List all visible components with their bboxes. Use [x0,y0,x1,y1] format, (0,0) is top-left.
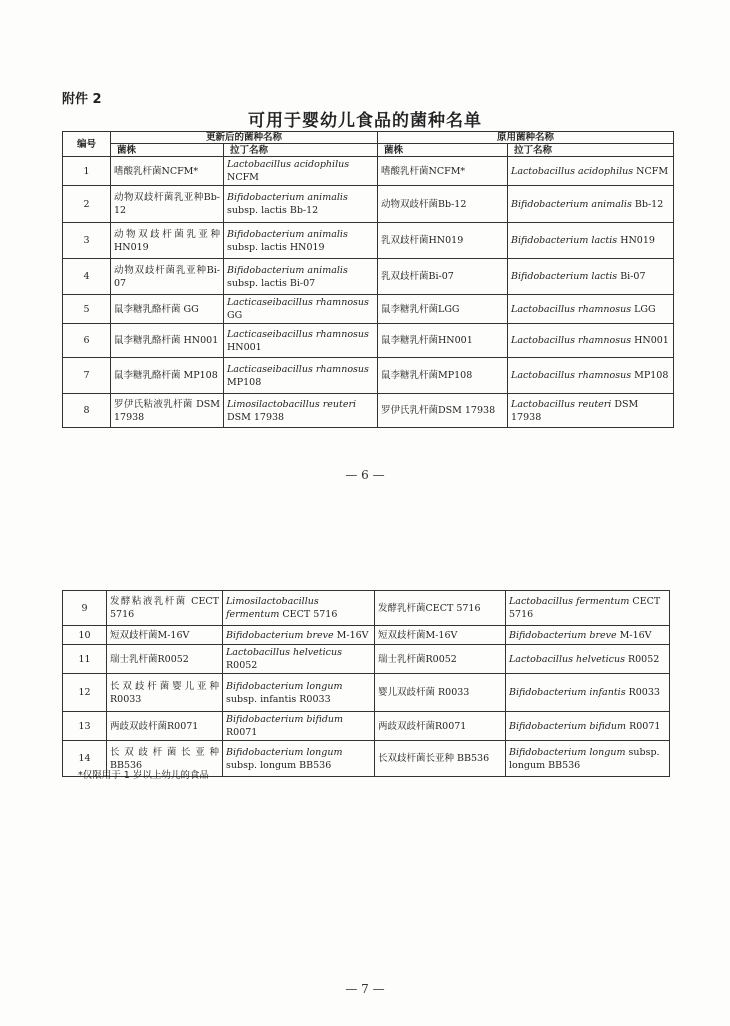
new-strain-name: 鼠李糖乳酪杆菌 HN001 [111,324,224,358]
new-latin-name: Lacticaseibacillus rhamnosus GG [224,295,378,324]
table-row [63,394,674,428]
new-strain-name: 动物双歧杆菌乳亚种HN019 [111,223,224,259]
new-strain-name: 两歧双歧杆菌R0071 [107,712,223,741]
new-latin-name: Lactobacillus acidophilus NCFM [224,157,378,186]
table-row [63,157,674,186]
old-latin-name: Bifidobacterium longum subsp. longum BB536 [506,741,670,777]
new-latin-name: Lactobacillus helveticus R0052 [223,645,375,674]
table-row [63,186,674,223]
old-strain-name: 乳双歧杆菌Bi-07 [378,259,508,295]
header-original-group: 原用菌种名称 [378,132,674,144]
footnote: *仅限用于 1 岁以上幼儿的食品 [78,770,209,781]
page-number-6: — 6 — [345,468,385,482]
row-number: 8 [63,394,111,428]
old-strain-name: 鼠李糖乳杆菌LGG [378,295,508,324]
new-latin-name: Bifidobacterium animalis subsp. lactis HN019 [224,223,378,259]
header-updated-group: 更新后的菌种名称 [111,132,378,144]
page-title: 可用于婴幼儿食品的菌种名单 [248,111,482,131]
new-strain-name: 瑞士乳杆菌R0052 [107,645,223,674]
old-strain-name: 嗜酸乳杆菌NCFM* [378,157,508,186]
old-latin-name: Bifidobacterium lactis HN019 [508,223,674,259]
header-old-strain: 菌株 [378,144,508,157]
new-latin-name: Lacticaseibacillus rhamnosus HN001 [224,324,378,358]
table-row [63,645,670,674]
new-strain-name: 罗伊氏粘液乳杆菌 DSM 17938 [111,394,224,428]
new-latin-name: Limosilactobacillus fermentum CECT 5716 [223,591,375,626]
old-strain-name: 婴儿双歧杆菌 R0033 [375,674,506,712]
header-new-strain: 菌株 [111,144,224,157]
table-row [63,259,674,295]
old-strain-name: 瑞士乳杆菌R0052 [375,645,506,674]
new-latin-name: Bifidobacterium breve M-16V [223,626,375,645]
strain-table-page-7 [62,590,670,777]
header-old-latin: 拉丁名称 [508,144,674,157]
new-strain-name: 嗜酸乳杆菌NCFM* [111,157,224,186]
old-latin-name: Lactobacillus fermentum CECT 5716 [506,591,670,626]
table-row [63,712,670,741]
new-latin-name: Limosilactobacillus reuteri DSM 17938 [224,394,378,428]
new-latin-name: Bifidobacterium bifidum R0071 [223,712,375,741]
new-latin-name: Lacticaseibacillus rhamnosus MP108 [224,358,378,394]
old-latin-name: Bifidobacterium lactis Bi-07 [508,259,674,295]
old-latin-name: Bifidobacterium breve M-16V [506,626,670,645]
old-latin-name: Lactobacillus rhamnosus MP108 [508,358,674,394]
row-number: 6 [63,324,111,358]
header-new-latin: 拉丁名称 [224,144,378,157]
new-strain-name: 动物双歧杆菌乳亚种Bi-07 [111,259,224,295]
row-number: 7 [63,358,111,394]
new-strain-name: 鼠李糖乳酪杆菌 GG [111,295,224,324]
old-strain-name: 短双歧杆菌M-16V [375,626,506,645]
old-latin-name: Lactobacillus rhamnosus LGG [508,295,674,324]
new-strain-name: 动物双歧杆菌乳亚种Bb-12 [111,186,224,223]
old-strain-name: 发酵乳杆菌CECT 5716 [375,591,506,626]
table-row [63,358,674,394]
new-strain-name: 短双歧杆菌M-16V [107,626,223,645]
old-latin-name: Lactobacillus acidophilus NCFM [508,157,674,186]
row-number: 2 [63,186,111,223]
old-latin-name: Bifidobacterium bifidum R0071 [506,712,670,741]
row-number: 3 [63,223,111,259]
table-row [63,674,670,712]
new-latin-name: Bifidobacterium animalis subsp. lactis Bb-12 [224,186,378,223]
table-row [63,591,670,626]
new-strain-name: 长双歧杆菌长亚种 BB536 [107,741,223,777]
row-number: 12 [63,674,107,712]
row-number: 5 [63,295,111,324]
table-row [63,324,674,358]
table-row [63,223,674,259]
old-latin-name: Lactobacillus helveticus R0052 [506,645,670,674]
row-number: 1 [63,157,111,186]
header-number: 编号 [63,132,111,157]
new-latin-name: Bifidobacterium animalis subsp. lactis Bi-07 [224,259,378,295]
new-latin-name: Bifidobacterium longum subsp. longum BB536 [223,741,375,777]
new-strain-name: 长双歧杆菌婴儿亚种 R0033 [107,674,223,712]
old-latin-name: Lactobacillus rhamnosus HN001 [508,324,674,358]
new-latin-name: Bifidobacterium longum subsp. infantis R0033 [223,674,375,712]
old-strain-name: 罗伊氏乳杆菌DSM 17938 [378,394,508,428]
row-number: 4 [63,259,111,295]
old-strain-name: 鼠李糖乳杆菌MP108 [378,358,508,394]
attachment-label: 附件 2 [62,92,102,107]
new-strain-name: 鼠李糖乳酪杆菌 MP108 [111,358,224,394]
old-latin-name: Lactobacillus reuteri DSM 17938 [508,394,674,428]
row-number: 11 [63,645,107,674]
old-strain-name: 鼠李糖乳杆菌HN001 [378,324,508,358]
row-number: 13 [63,712,107,741]
page-number-7: — 7 — [345,982,385,996]
row-number: 14 [63,741,107,777]
strain-table-page-6 [62,131,674,428]
table-row [63,626,670,645]
table-row [63,295,674,324]
row-number: 10 [63,626,107,645]
new-strain-name: 发酵粘液乳杆菌 CECT 5716 [107,591,223,626]
row-number: 9 [63,591,107,626]
old-strain-name: 两歧双歧杆菌R0071 [375,712,506,741]
old-latin-name: Bifidobacterium animalis Bb-12 [508,186,674,223]
old-strain-name: 长双歧杆菌长亚种 BB536 [375,741,506,777]
old-strain-name: 动物双歧杆菌Bb-12 [378,186,508,223]
old-latin-name: Bifidobacterium infantis R0033 [506,674,670,712]
old-strain-name: 乳双歧杆菌HN019 [378,223,508,259]
